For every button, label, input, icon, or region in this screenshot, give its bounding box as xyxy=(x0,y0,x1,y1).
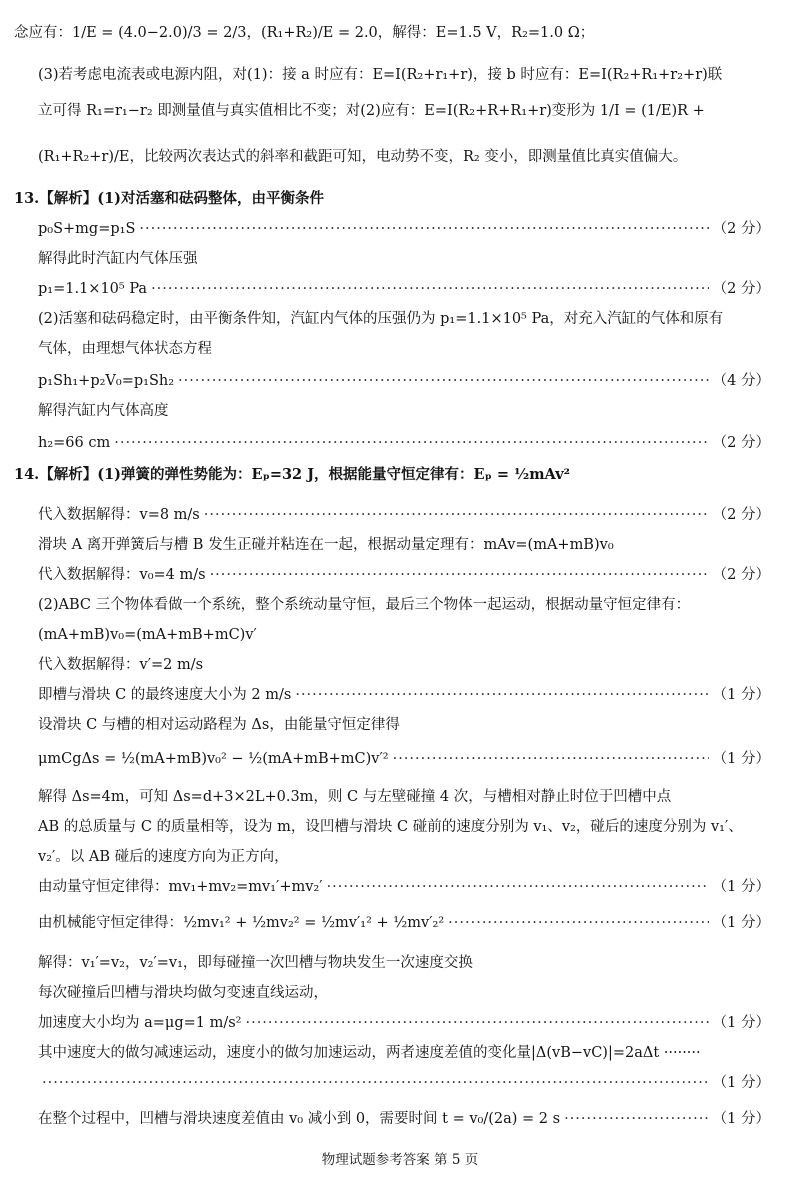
score-label: （1 分） xyxy=(712,1111,770,1127)
text-line: 其中速度大的做匀减速运动，速度小的做匀加速运动，两者速度差值的变化量|Δ(vB−vC)|=2aΔt ········ xyxy=(38,1045,701,1061)
equation-text: 由动量守恒定律得：mv₁+mv₂=mv₁′+mv₂′ xyxy=(38,879,323,895)
score-label: （2 分） xyxy=(712,507,770,523)
text-line: v₂′。以 AB 碰后的速度方向为正方向， xyxy=(38,849,289,865)
equation-line xyxy=(38,748,770,770)
score-label: （2 分） xyxy=(712,435,770,451)
dot-leader xyxy=(327,876,709,898)
text-line: (3)若考虑电流表或电源内阻，对(1)：接 a 时应有：E=I(R₂+r₁+r)，接 b 时应有：E=I(R₂+R₁+r₂+r)联 xyxy=(38,67,723,83)
dot-leader xyxy=(42,1072,709,1094)
text-line: 解得 Δs=4m，可知 Δs=d+3×2L+0.3m，则 C 与左壁碰撞 4 次，与槽相对静止时位于凹槽中点 xyxy=(38,789,672,805)
equation-text: 代入数据解得：v₀=4 m/s xyxy=(38,567,206,583)
text-line: (R₁+R₂+r)/E，比较两次表达式的斜率和截距可知，电动势不变，R₂ 变小，即测量值比真实值偏大。 xyxy=(38,149,688,165)
equation-text: p₁=1.1×10⁵ Pa xyxy=(38,281,148,297)
equation-text: p₁Sh₁+p₂V₀=p₁Sh₂ xyxy=(38,373,175,389)
equation-text: 即槽与滑块 C 的最终速度大小为 2 m/s xyxy=(38,687,292,703)
dot-leader xyxy=(139,218,708,240)
equation-line xyxy=(38,278,770,300)
equation-line xyxy=(38,1108,770,1130)
text-line: AB 的总质量与 C 的质量相等，设为 m，设凹槽与滑块 C 碰前的速度分别为 v₁、v₂，碰后的速度分别为 v₁′、 xyxy=(38,819,743,835)
equation-text: p₀S+mg=p₁S xyxy=(38,221,136,237)
score-label: （1 分） xyxy=(712,879,770,895)
score-label: （1 分） xyxy=(712,1075,770,1091)
equation-text: 在整个过程中，凹槽与滑块速度差值由 v₀ 减小到 0，需要时间 t = v₀/(2a) = 2 s xyxy=(38,1111,561,1127)
equation-text: 加速度大小均为 a=μg=1 m/s² xyxy=(38,1015,242,1031)
dot-leader xyxy=(114,432,708,454)
score-label: （1 分） xyxy=(712,915,770,931)
dot-leader xyxy=(151,278,709,300)
score-label: （2 分） xyxy=(712,281,770,297)
text-line: 解得汽缸内气体高度 xyxy=(38,403,169,419)
equation-line xyxy=(38,1012,770,1034)
equation-line xyxy=(38,432,770,454)
text-line: 立可得 R₁=r₁−r₂ 即测量值与真实值相比不变；对(2)应有：E=I(R₂+R+R₁+r)变形为 1/I = (1/E)R + xyxy=(38,103,705,119)
text-line: 解得此时汽缸内气体压强 xyxy=(38,251,198,267)
dot-leader xyxy=(204,504,709,526)
score-label: （2 分） xyxy=(712,221,770,237)
text-line: 代入数据解得：v′=2 m/s xyxy=(38,657,204,673)
equation-line xyxy=(38,684,770,706)
equation-line xyxy=(38,564,770,586)
score-label: （2 分） xyxy=(712,567,770,583)
dot-leader xyxy=(295,684,708,706)
score-label: （1 分） xyxy=(712,751,770,767)
dot-leader xyxy=(393,748,709,770)
dot-leader xyxy=(210,564,709,586)
dot-leader xyxy=(564,1108,709,1130)
equation-text: 由机械能守恒定律得：½mv₁² + ½mv₂² = ½mv′₁² + ½mv′₂² xyxy=(38,915,445,931)
equation-text: 代入数据解得：v=8 m/s xyxy=(38,507,200,523)
equation-line xyxy=(38,370,770,392)
text-line: (2)活塞和砝码稳定时，由平衡条件知，汽缸内气体的压强仍为 p₁=1.1×10⁵ Pa，对充入汽缸的气体和原有 xyxy=(38,311,724,327)
text-line: 设滑块 C 与槽的相对运动路程为 Δs，由能量守恒定律得 xyxy=(38,717,400,733)
text-line: 滑块 A 离开弹簧后与槽 B 发生正碰并粘连在一起，根据动量定理有：mAv=(mA+mB)v₀ xyxy=(38,537,614,553)
q13-heading: 13.【解析】(1)对活塞和砝码整体，由平衡条件 xyxy=(14,190,325,207)
q14-heading: 14.【解析】(1)弹簧的弹性势能为：Eₚ=32 J，根据能量守恒定律有：Eₚ = ½mAv² xyxy=(14,466,570,483)
text-line: 气体，由理想气体状态方程 xyxy=(38,341,212,357)
dot-leader xyxy=(448,912,708,934)
text-line: 解得：v₁′=v₂，v₂′=v₁，即每碰撞一次凹槽与物块发生一次速度交换 xyxy=(38,955,473,971)
score-label: （1 分） xyxy=(712,1015,770,1031)
equation-line xyxy=(38,912,770,934)
dot-leader xyxy=(245,1012,708,1034)
equation-line xyxy=(38,1072,770,1094)
equation-line xyxy=(38,218,770,240)
score-label: （1 分） xyxy=(712,687,770,703)
dot-leader xyxy=(178,370,709,392)
equation-line xyxy=(38,876,770,898)
equation-text: h₂=66 cm xyxy=(38,435,111,451)
text-line: 每次碰撞后凹槽与滑块均做匀变速直线运动， xyxy=(38,985,328,1001)
equation-text: μmCgΔs = ½(mA+mB)v₀² − ½(mA+mB+mC)v′² xyxy=(38,751,389,767)
text-line: 念应有：1/E = (4.0−2.0)/3 = 2/3，(R₁+R₂)/E = 2.0，解得：E=1.5 V，R₂=1.0 Ω； xyxy=(14,25,595,41)
text-line: (mA+mB)v₀=(mA+mB+mC)v′ xyxy=(38,627,257,643)
score-label: （4 分） xyxy=(712,373,770,389)
text-line: (2)ABC 三个物体看做一个系统，整个系统动量守恒，最后三个物体一起运动，根据动量守恒定律有： xyxy=(38,597,691,613)
page-footer: 物理试题参考答案 第 5 页 xyxy=(321,1152,479,1168)
equation-line xyxy=(38,504,770,526)
